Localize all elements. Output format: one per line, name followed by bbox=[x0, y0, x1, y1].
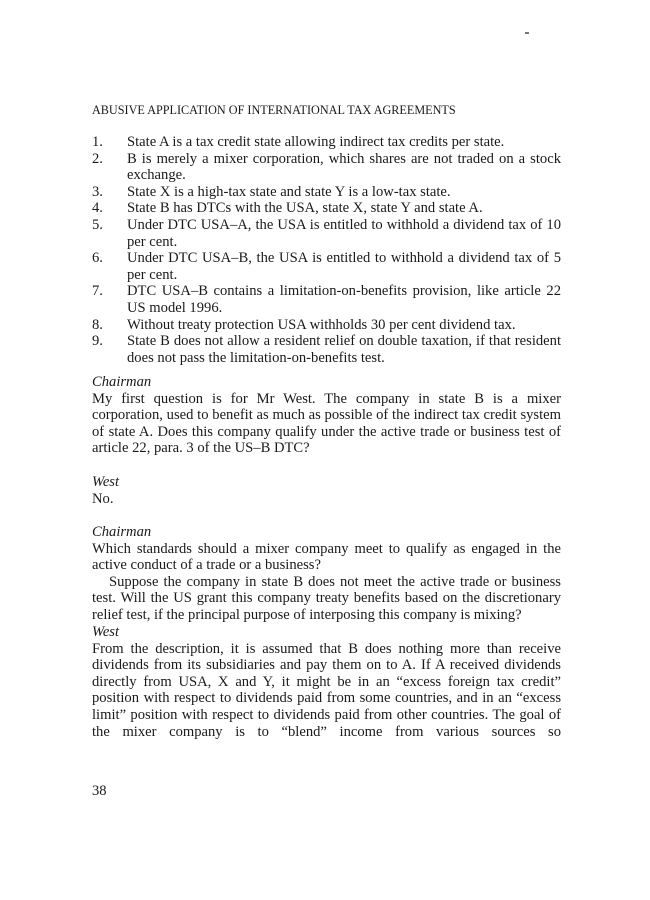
speaker-label: West bbox=[92, 624, 120, 640]
list-number: 1. bbox=[92, 134, 103, 150]
list-item bbox=[92, 184, 561, 201]
list-item bbox=[92, 317, 561, 334]
list-number: 6. bbox=[92, 250, 103, 267]
paragraph: No. bbox=[92, 490, 114, 507]
list-item bbox=[92, 134, 561, 151]
paragraph: From the description, it is assumed that B does nothing more than receive dividends from its subsidiaries and pay them on to A. If A received dividends directly from USA, X and Y, it might be in an “excess foreign tax credit” position with respect to dividends paid from some countries, and in an “excess limit” position with respect to dividends paid from other countries. The goal of the mixer company is to “blend” income from various sources so bbox=[92, 640, 561, 740]
list-number: 4. bbox=[92, 200, 103, 217]
paragraph: Which standards should a mixer company meet to qualify as engaged in the active conduct of a trade or a business? bbox=[92, 540, 561, 574]
list-number: 9. bbox=[92, 333, 103, 350]
speaker-label: Chairman bbox=[92, 374, 152, 390]
dialogue-west-1 bbox=[92, 474, 561, 507]
page-number: 38 bbox=[92, 783, 107, 799]
list-item bbox=[92, 151, 561, 184]
running-head: ABUSIVE APPLICATION OF INTERNATIONAL TAX AGREEMENTS bbox=[92, 103, 456, 117]
list-item bbox=[92, 333, 561, 366]
list-item bbox=[92, 217, 561, 250]
list-number: 7. bbox=[92, 283, 103, 300]
list-text: Under DTC USA–A, the USA is entitled to withhold a dividend tax of 10 per cent. bbox=[127, 216, 561, 250]
list-number: 5. bbox=[92, 216, 103, 233]
list-text: B is merely a mixer corporation, which shares are not traded on a stock exchange. bbox=[127, 150, 561, 184]
list-text: Without treaty protection USA withholds 30 per cent dividend tax. bbox=[127, 316, 516, 333]
list-number: 3. bbox=[92, 183, 103, 200]
list-text: State B has DTCs with the USA, state X, state Y and state A. bbox=[127, 200, 483, 217]
list-item bbox=[92, 200, 561, 217]
paragraph: Suppose the company in state B does not meet the active trade or business test. Will the US grant this company treaty benefits based on the discretionary relief test, if the principal purpose of interposing this company is mixing? bbox=[92, 573, 561, 623]
list-text: State A is a tax credit state allowing indirect tax credits per state. bbox=[127, 134, 505, 150]
list-text: State X is a high-tax state and state Y is a low-tax state. bbox=[127, 183, 451, 200]
scan-artifact bbox=[525, 32, 529, 34]
list-item bbox=[92, 283, 561, 316]
dialogue-chairman-2 bbox=[92, 524, 561, 624]
list-text: DTC USA–B contains a limitation-on-benefits provision, like article 22 US model 1996. bbox=[127, 283, 561, 316]
list-number: 8. bbox=[92, 316, 103, 333]
dialogue-chairman-1 bbox=[92, 374, 561, 457]
facts-list bbox=[92, 134, 561, 366]
paragraph: My first question is for Mr West. The company in state B is a mixer corporation, used to benefit as much as possible of the indirect tax credit system of state A. Does this company qualify under the active trade or business test of article 22, para. 3 of the US–B DTC? bbox=[92, 390, 561, 457]
dialogue-west-2 bbox=[92, 624, 561, 740]
list-item bbox=[92, 250, 561, 283]
list-text: State B does not allow a resident relief on double taxation, if that resident does not pass the limitation-on-benefits test. bbox=[127, 333, 561, 366]
speaker-label: Chairman bbox=[92, 524, 152, 540]
speaker-label: West bbox=[92, 474, 120, 490]
list-number: 2. bbox=[92, 150, 103, 167]
list-text: Under DTC USA–B, the USA is entitled to withhold a dividend tax of 5 per cent. bbox=[127, 250, 561, 283]
